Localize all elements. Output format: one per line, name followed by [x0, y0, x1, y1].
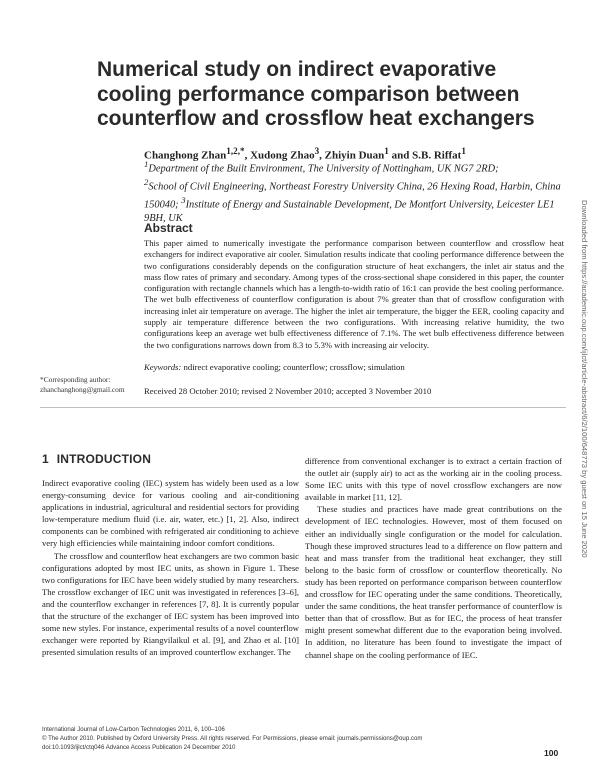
- keywords-text: ndirect evaporative cooling; counterflow; crossflow; simulation: [183, 362, 405, 372]
- affiliation-text: School of Civil Engineering, Northeast Forestry University China, 26 Hexing Road, Harbin, China 150040;: [144, 181, 561, 211]
- page-number: 100: [544, 748, 559, 758]
- corresponding-author-email[interactable]: zhanchanghong@gmail.com: [40, 385, 125, 394]
- author-affiliation-marker: 1,2,*: [226, 146, 245, 156]
- affiliation-text: Department of the Built Environment, The University of Nottingham, UK NG7 2RD;: [148, 163, 499, 175]
- footer-journal: International Journal of Low-Carbon Technologies 2011, 6, 100–106: [42, 726, 225, 733]
- author-list: Changhong Zhan$^{1,2,*}$, Xudong Zhao$^3$, Zhiyin Duan$^1$ and S.B. Riffat$^1$: [144, 146, 466, 162]
- received-dates: Received 28 October 2010; revised 2 November 2010; accepted 3 November 2010: [144, 386, 432, 396]
- body-column-left: [42, 477, 299, 658]
- corresponding-author-label: *Corresponding author:: [40, 375, 111, 384]
- footer-doi: doi:10.1093/ijlct/ctq046 Advance Access Publication 24 December 2010: [42, 743, 236, 751]
- keywords: [144, 362, 564, 372]
- corresponding-author: [40, 375, 140, 395]
- download-watermark-text: Downloaded from https://academic.oup.com/ijlct/article-abstract/6/2/100/648773 by guest on 15 June 2020: [580, 200, 589, 558]
- paper-title: Numerical study on indirect evaporative cooling performance comparison between counterflow and crossflow heat exchangers: [97, 58, 535, 130]
- section-number: 1: [42, 452, 49, 466]
- body-paragraph: Indirect evaporative cooling (IEC) system has widely been used as a low energy-consuming device for various cooling and air-conditioning applications in industrial, agricultural and residential sectors for providing low-temperature medium fluid (i.e. air, water, etc.) [1, 2]. Also, indirect components can be combined with refrigerated air conditioning to achieve very high efficiencies while maintaining indoor comfort conditions.: [42, 478, 299, 549]
- footer-copyright: © The Author 2010. Published by Oxford University Press. All rights reserved. For Permissions, please email: journals.permissions@oup.com: [42, 734, 423, 742]
- author-name: S.B. Riffat: [412, 149, 462, 162]
- author-name: Xudong Zhao: [250, 149, 315, 162]
- section-heading: [42, 452, 151, 466]
- affiliation-marker: 1: [144, 159, 149, 169]
- author-affiliation-marker: 1: [461, 146, 466, 156]
- affiliation-marker: 2: [144, 177, 149, 188]
- journal-footer: [42, 726, 542, 752]
- abstract-text: This paper aimed to numerically investigate the performance comparison between counterflow and crossflow heat exchangers for indirect evaporative air cooler. Simulation results indicate that cooling performance difference between the two configurations considerably depends on the configuration structure of heat exchangers, the inlet air status and the mass flow rates of primary and secondary. Among types of the cross-sectional shape considered in this paper, the counter configuration with rectangle channels which has a length-to-width ratio of 16:1 can provide the best cooling performance. The wet bulb effectiveness of counterflow configuration is about 7% greater than that of crossflow configuration with increasing inlet air temperature on average. The higher the inlet air temperature, the bigger the EER, cooling capacity and supply air temperature difference between the two configurations. With increasing relative humidity, the two configurations keep an average wet bulb effectiveness difference of 7.1%. The wet bulb effectiveness difference between the two configurations narrows down from 8.3 to 5.3% with increasing air velocity.: [144, 238, 564, 350]
- author-name: Changhong Zhan: [144, 149, 227, 162]
- author-affiliation-marker: 1: [384, 146, 389, 156]
- affiliation-marker: 3: [181, 195, 186, 206]
- body-paragraph: The crossflow and counterflow heat exchangers are two common basic configurations adopted by most IEC units, as shown in Figure 1. These two configurations for IEC have been widely studied by many researchers. The crossflow exchanger of IEC unit was investigated in references [3–6], and the counterflow exchanger in references [7, 8]. It is currently popular that the structure of the exchanger of IEC system has been improved into some new styles. For instance, experimental results of a novel counterflow exchanger were reported by Riangvilaikul et al. [9], and Zhao et al. [10] presented simulation results of an improved counterflow exchanger. The: [42, 550, 300, 658]
- download-watermark: [580, 200, 595, 700]
- author-affiliation-marker: 3: [314, 146, 320, 156]
- section-title: INTRODUCTION: [56, 452, 152, 466]
- body-column-right: [305, 455, 562, 661]
- body-paragraph: These studies and practices have made great contributions on the development of IEC technologies. However, most of them focused on either an individually single configuration or the model for calculation. Though these improved structures lead to a difference on flow pattern and heat and mass transfer from the traditional heat exchanger, they still belong to the basic form of crossflow or counterflow theoretically. No study has been reported on performance comparison between counterflow and crossflow for IEC operating under the same conditions. Theoretically, under the same conditions, the heat transfer performance of counterflow is better than that of crossflow. But as for IEC, the process of heat transfer might present somewhat different due to the evaporation being involved. In addition, no literature has been found to investigate the impact of channel shape on the cooling performance of IEC.: [305, 504, 562, 660]
- author-name: Zhiyin Duan: [324, 149, 385, 162]
- body-paragraph: difference from conventional exchanger is to extract a certain fraction of the outlet air (supply air) to act as the working air in the cooling process. Some IEC units with this type of novel crossflow exchangers are now available in market [11, 12].: [305, 456, 562, 503]
- abstract-heading: Abstract: [144, 221, 193, 235]
- affiliations: [144, 158, 574, 226]
- affiliation-text: Institute of Energy and Sustainable Development, De Montfort University, Leicester LE1 9BH, UK: [144, 199, 555, 225]
- keywords-label: Keywords:: [144, 362, 182, 372]
- section-divider: [40, 407, 566, 408]
